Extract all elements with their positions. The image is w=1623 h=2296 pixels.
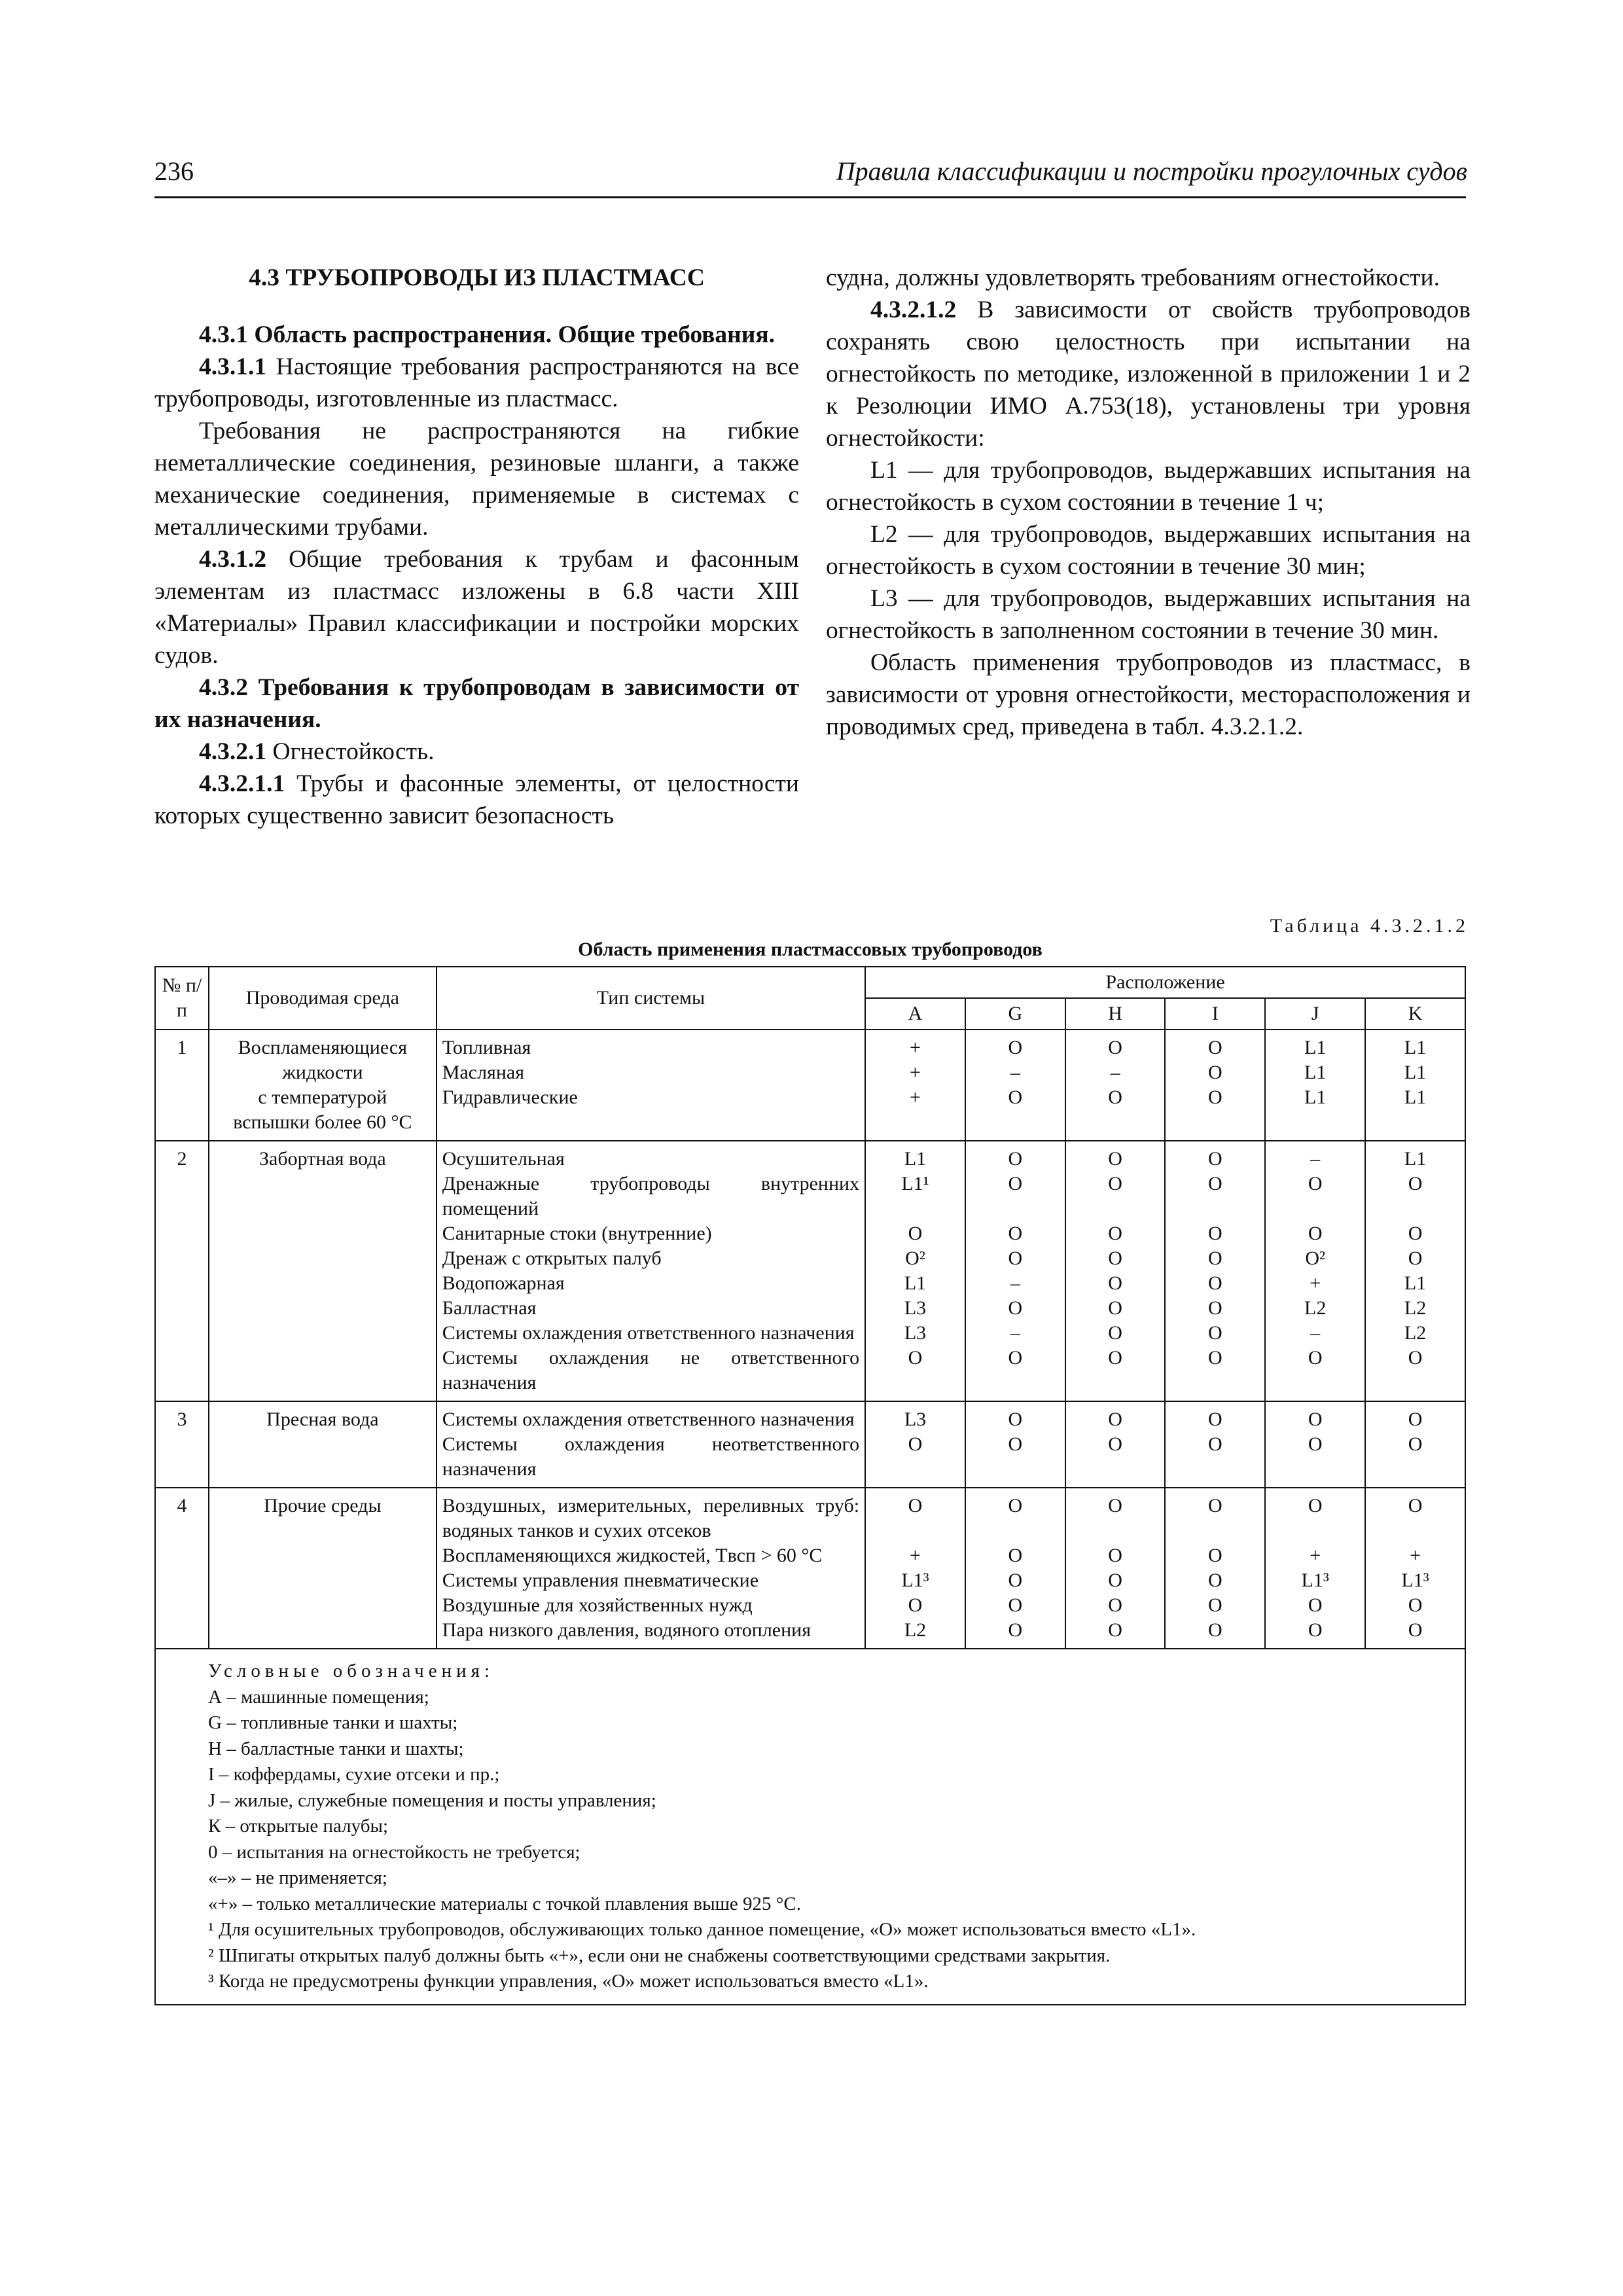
fire-level: L1	[1304, 1062, 1327, 1083]
legend-title: Условные обозначения:	[208, 1660, 495, 1681]
fire-level: L1³	[1401, 1570, 1429, 1591]
system-type: Гидравлические	[442, 1086, 578, 1108]
location-cell	[1065, 1488, 1166, 1649]
fire-level: O	[1208, 1545, 1222, 1566]
location-cell	[1365, 1141, 1465, 1401]
fire-level: O	[908, 1495, 923, 1516]
fire-level: O	[1108, 1545, 1122, 1566]
clause-number: 4.3.2.1	[199, 738, 267, 765]
fire-level: +	[1310, 1545, 1321, 1566]
row-number: 4	[155, 1488, 209, 1649]
system-type: Осушительная	[442, 1148, 565, 1170]
fire-level: O	[1008, 1347, 1023, 1369]
location-cell	[1265, 1401, 1365, 1488]
fire-level: L1	[1404, 1062, 1427, 1083]
legend-item: I – коффердамы, сухие отсеки и пр.;	[208, 1764, 500, 1785]
fire-level: O	[1208, 1322, 1222, 1344]
table-label: Таблица 4.3.2.1.2	[1270, 915, 1469, 937]
fire-level: O	[1208, 1433, 1222, 1455]
fire-level: O	[908, 1433, 923, 1455]
clause-text: В зависимости от свойств трубопроводов сохранять свою целостность при испытании на огнестойкость по методике, изложенной в приложении 1 и 2 к Резолюции ИМО А.753(18), установлены три уровня огнестойкости:	[826, 296, 1471, 452]
header-rule	[154, 196, 1466, 198]
header-medium: Проводимая среда	[209, 967, 437, 1030]
location-cell	[1365, 1401, 1465, 1488]
fire-level: O	[1108, 1086, 1122, 1108]
fire-level: O	[1408, 1495, 1423, 1516]
system-type: Системы управления пневматические	[442, 1570, 759, 1591]
legend-item: А – машинные помещения;	[208, 1686, 429, 1708]
paragraph	[154, 351, 799, 415]
fire-level: O	[1408, 1247, 1423, 1269]
paragraph	[154, 319, 799, 351]
location-cell	[1265, 1030, 1365, 1141]
medium-cell	[209, 1141, 437, 1401]
fire-level: O²	[1305, 1247, 1326, 1269]
system-cell	[437, 1141, 865, 1401]
fire-level: O	[1308, 1433, 1323, 1455]
legend-item: 0 – испытания на огнестойкость не требуется;	[208, 1841, 580, 1863]
location-cell	[865, 1030, 965, 1141]
fire-level: O	[1208, 1408, 1222, 1430]
fire-level: L2	[904, 1619, 927, 1641]
fire-level: O	[1408, 1347, 1423, 1369]
fire-level: O	[1108, 1495, 1122, 1516]
fire-level: O	[1108, 1594, 1122, 1616]
medium-text: жидкости	[282, 1062, 363, 1083]
location-cell	[1165, 1488, 1265, 1649]
fire-level: O	[1008, 1619, 1023, 1641]
clause-text: Огнестойкость.	[266, 738, 435, 765]
medium-text: Забортная вода	[259, 1148, 386, 1170]
fire-level: O	[1208, 1086, 1222, 1108]
system-type: Дренаж с открытых палуб	[442, 1247, 662, 1269]
system-type: Топливная	[442, 1037, 531, 1058]
clause-number: 4.3.2.1.2	[870, 296, 957, 323]
fire-level: L1³	[901, 1570, 929, 1591]
legend-item: ³ Когда не предусмотрены функции управления, «О» может использоваться вместо «L1».	[208, 1971, 929, 1992]
fire-level: O	[1008, 1594, 1023, 1616]
fire-level: O	[1008, 1495, 1023, 1516]
fire-level: +	[910, 1545, 921, 1566]
fire-level: O	[1308, 1347, 1323, 1369]
fire-level: L1	[1304, 1086, 1327, 1108]
page-number: 236	[154, 156, 194, 186]
fire-resistance-table	[154, 966, 1466, 2005]
system-type: Системы охлаждения ответственного назначения	[442, 1408, 855, 1430]
row-number: 1	[155, 1030, 209, 1141]
medium-cell	[209, 1488, 437, 1649]
legend-item: J – жилые, служебные помещения и посты управления;	[208, 1789, 656, 1811]
system-type: Масляная	[442, 1062, 525, 1083]
fire-level: L3	[904, 1322, 927, 1344]
fire-level: O	[1208, 1619, 1222, 1641]
fire-level: O	[1108, 1570, 1122, 1591]
table-row	[155, 1030, 1465, 1141]
fire-level: +	[910, 1062, 921, 1083]
legend-item: ¹ Для осушительных трубопроводов, обслуживающих только данное помещение, «О» может использоваться вместо «L1».	[208, 1919, 1196, 1940]
fire-level: O	[1108, 1433, 1122, 1455]
location-cell	[865, 1401, 965, 1488]
medium-text: с температурой	[258, 1086, 387, 1108]
fire-level: O	[908, 1594, 923, 1616]
paragraph: судна, должны удовлетворять требованиям огнестойкости.	[826, 264, 1440, 291]
clause-text: Трубы и фасонные элементы, от целостности которых существенно зависит безопасность	[154, 770, 799, 829]
fire-level: O	[1208, 1570, 1222, 1591]
fire-level: O	[1408, 1223, 1423, 1244]
fire-level: L1¹	[901, 1173, 929, 1194]
left-column	[154, 262, 799, 832]
header-loc: K	[1365, 998, 1465, 1030]
location-cell	[865, 1488, 965, 1649]
fire-level: L2	[1404, 1322, 1427, 1344]
fire-level: O	[1108, 1037, 1122, 1058]
right-column	[826, 262, 1471, 743]
fire-level: O	[1208, 1347, 1222, 1369]
paragraph: L3 — для трубопроводов, выдержавших испытания на огнестойкость в заполненном состоянии в течение 30 мин.	[826, 585, 1471, 644]
location-cell	[1065, 1141, 1166, 1401]
row-number: 3	[155, 1401, 209, 1488]
fire-level: L1	[1404, 1272, 1427, 1294]
fire-level: –	[1010, 1062, 1020, 1083]
fire-level: O	[1308, 1408, 1323, 1430]
fire-level: O	[1108, 1322, 1122, 1344]
location-cell	[965, 1030, 1065, 1141]
medium-text: Воспламеняющиеся	[238, 1037, 407, 1058]
legend	[155, 1649, 1465, 2005]
clause-number: 4.3.1	[199, 321, 248, 348]
clause-number: 4.3.2	[199, 674, 248, 701]
fire-level: +	[1410, 1545, 1421, 1566]
fire-level: +	[1310, 1272, 1321, 1294]
system-type: Системы охлаждения неответственного назначения	[442, 1433, 860, 1480]
paragraph: Требования не распространяются на гибкие неметаллические соединения, резиновые шланги, а также механические соединения, применяемые в системах с металлическими трубами.	[154, 418, 799, 541]
fire-level: L1	[904, 1148, 927, 1170]
header-system: Тип системы	[437, 967, 865, 1030]
location-cell	[1265, 1141, 1365, 1401]
table-row	[155, 1401, 1465, 1488]
fire-level: L1	[1404, 1086, 1427, 1108]
fire-level: O	[1108, 1223, 1122, 1244]
fire-level: O	[1408, 1594, 1423, 1616]
location-cell	[865, 1141, 965, 1401]
clause-number: 4.3.1.1	[199, 353, 267, 380]
medium-cell	[209, 1401, 437, 1488]
paragraph	[826, 294, 1471, 454]
fire-level: O	[1008, 1086, 1023, 1108]
header-loc: A	[865, 998, 965, 1030]
fire-level: O	[908, 1347, 923, 1369]
fire-level: +	[910, 1037, 921, 1058]
running-title: Правила классификации и постройки прогулочных судов	[836, 156, 1467, 186]
system-type: Водопожарная	[442, 1272, 565, 1294]
clause-text: Область распространения. Общие требования.	[248, 321, 776, 348]
paragraph	[154, 768, 799, 832]
table-title: Область применения пластмассовых трубопроводов	[578, 939, 1043, 960]
fire-level: –	[1110, 1062, 1120, 1083]
fire-level: –	[1310, 1322, 1321, 1344]
fire-level: O	[1108, 1272, 1122, 1294]
clause-text: Настоящие требования распространяются на все трубопроводы, изготовленные из пластмасс.	[154, 353, 799, 412]
location-cell	[1365, 1488, 1465, 1649]
fire-level: O	[1008, 1408, 1023, 1430]
system-type: Дренажные трубопроводы внутренних помещений	[442, 1173, 860, 1219]
fire-level: L2	[1404, 1297, 1427, 1319]
table-row	[155, 1488, 1465, 1649]
fire-level: O	[1308, 1594, 1323, 1616]
legend-item: К – открытые палубы;	[208, 1816, 389, 1837]
fire-level: O	[1308, 1619, 1323, 1641]
system-cell	[437, 1488, 865, 1649]
fire-level: O	[1208, 1223, 1222, 1244]
medium-text: Прочие среды	[264, 1495, 382, 1516]
header-loc: J	[1265, 998, 1365, 1030]
system-type: Системы охлаждения не ответственного назначения	[442, 1347, 860, 1393]
table-row	[155, 1141, 1465, 1401]
paragraph: L2 — для трубопроводов, выдержавших испытания на огнестойкость в сухом состоянии в течение 30 мин;	[826, 521, 1471, 580]
location-cell	[1065, 1030, 1166, 1141]
fire-level: L3	[904, 1297, 927, 1319]
location-cell	[1365, 1030, 1465, 1141]
paragraph: Область применения трубопроводов из пластмасс, в зависимости от уровня огнестойкости, месторасположения и проводимых сред, приведена в табл. 4.3.2.1.2.	[826, 649, 1471, 740]
legend-item: ² Шпигаты открытых палуб должны быть «+», если они не снабжены соответствующими средствами закрытия.	[208, 1945, 1111, 1966]
section-title: 4.3 ТРУБОПРОВОДЫ ИЗ ПЛАСТМАСС	[249, 264, 705, 291]
location-cell	[1165, 1030, 1265, 1141]
paragraph: L1 — для трубопроводов, выдержавших испытания на огнестойкость в сухом состоянии в течение 1 ч;	[826, 457, 1471, 516]
fire-level: O	[1008, 1297, 1023, 1319]
legend-item: H – балластные танки и шахты;	[208, 1738, 464, 1759]
fire-level: L1	[904, 1272, 927, 1294]
system-type: Пара низкого давления, водяного отопления	[442, 1619, 812, 1641]
fire-level: O	[1208, 1272, 1222, 1294]
location-cell	[965, 1488, 1065, 1649]
fire-level: O	[908, 1223, 923, 1244]
fire-level: O	[1208, 1037, 1222, 1058]
system-cell	[437, 1401, 865, 1488]
fire-level: O	[1108, 1408, 1122, 1430]
fire-level: L1³	[1301, 1570, 1329, 1591]
system-type: Воздушные для хозяйственных нужд	[442, 1594, 753, 1616]
location-cell	[1265, 1488, 1365, 1649]
header-loc: I	[1165, 998, 1265, 1030]
fire-level: O	[1008, 1173, 1023, 1194]
fire-level: O	[1308, 1495, 1323, 1516]
fire-level: O	[1108, 1148, 1122, 1170]
location-cell	[965, 1401, 1065, 1488]
clause-text: Требования к трубопроводам в зависимости от их назначения.	[154, 674, 799, 733]
fire-level: O	[1208, 1594, 1222, 1616]
fire-level: O	[1008, 1148, 1023, 1170]
fire-level: O	[1308, 1223, 1323, 1244]
system-type: Системы охлаждения ответственного назначения	[442, 1322, 855, 1344]
clause-number: 4.3.2.1.1	[199, 770, 285, 797]
fire-level: O	[1208, 1247, 1222, 1269]
location-cell	[1165, 1401, 1265, 1488]
fire-level: O	[1008, 1037, 1023, 1058]
fire-level: O	[1008, 1433, 1023, 1455]
clause-number: 4.3.1.2	[199, 546, 267, 573]
system-type: Санитарные стоки (внутренние)	[442, 1223, 712, 1244]
location-cell	[1165, 1141, 1265, 1401]
fire-level: L2	[1304, 1297, 1327, 1319]
fire-level: O	[1208, 1495, 1222, 1516]
paragraph	[154, 672, 799, 736]
fire-level: O	[1008, 1545, 1023, 1566]
paragraph	[154, 736, 799, 768]
system-type: Воспламеняющихся жидкостей, Tвсп > 60 °С	[442, 1545, 823, 1566]
system-cell	[437, 1030, 865, 1141]
medium-text: вспышки более 60 °С	[233, 1111, 412, 1133]
fire-level: –	[1310, 1148, 1321, 1170]
system-type: Балластная	[442, 1297, 537, 1319]
table-body	[155, 1030, 1465, 1649]
fire-level: O	[1208, 1297, 1222, 1319]
row-number: 2	[155, 1141, 209, 1401]
fire-level: O	[1008, 1570, 1023, 1591]
paragraph	[154, 543, 799, 672]
medium-text: Пресная вода	[266, 1408, 379, 1430]
fire-level: O	[1008, 1223, 1023, 1244]
fire-level: O	[1208, 1173, 1222, 1194]
fire-level: –	[1010, 1272, 1020, 1294]
fire-level: O	[1408, 1408, 1423, 1430]
header-loc: H	[1065, 998, 1166, 1030]
fire-level: O	[1108, 1247, 1122, 1269]
legend-item: «–» – не применяется;	[208, 1867, 387, 1888]
fire-level: O	[1108, 1347, 1122, 1369]
header-loc: G	[965, 998, 1065, 1030]
fire-level: L1	[1404, 1148, 1427, 1170]
fire-level: O²	[905, 1247, 925, 1269]
fire-level: O	[1308, 1173, 1323, 1194]
fire-level: O	[1408, 1619, 1423, 1641]
clause-text: Общие требования к трубам и фасонным элементам из пластмасс изложены в 6.8 части XIII «Материалы» Правил классификации и постройки морских судов.	[154, 546, 799, 669]
legend-item: «+» – только металлические материалы с точкой плавления выше 925 °С.	[208, 1893, 801, 1914]
medium-cell	[209, 1030, 437, 1141]
fire-level: O	[1008, 1247, 1023, 1269]
fire-level: O	[1208, 1062, 1222, 1083]
fire-level: +	[910, 1086, 921, 1108]
fire-level: O	[1408, 1173, 1423, 1194]
fire-level: O	[1208, 1148, 1222, 1170]
fire-level: –	[1010, 1322, 1020, 1344]
location-cell	[1065, 1401, 1166, 1488]
fire-level: O	[1408, 1433, 1423, 1455]
location-cell	[965, 1141, 1065, 1401]
header-location: Расположение	[865, 967, 1465, 998]
system-type: Воздушных, измерительных, переливных труб: водяных танков и сухих отсеков	[442, 1495, 860, 1541]
fire-level: L1	[1304, 1037, 1327, 1058]
fire-level: O	[1108, 1619, 1122, 1641]
fire-level: O	[1108, 1173, 1122, 1194]
fire-level: L1	[1404, 1037, 1427, 1058]
header-num: № п/п	[155, 967, 209, 1030]
fire-level: L3	[904, 1408, 927, 1430]
fire-level: O	[1108, 1297, 1122, 1319]
legend-item: G – топливные танки и шахты;	[208, 1712, 458, 1733]
